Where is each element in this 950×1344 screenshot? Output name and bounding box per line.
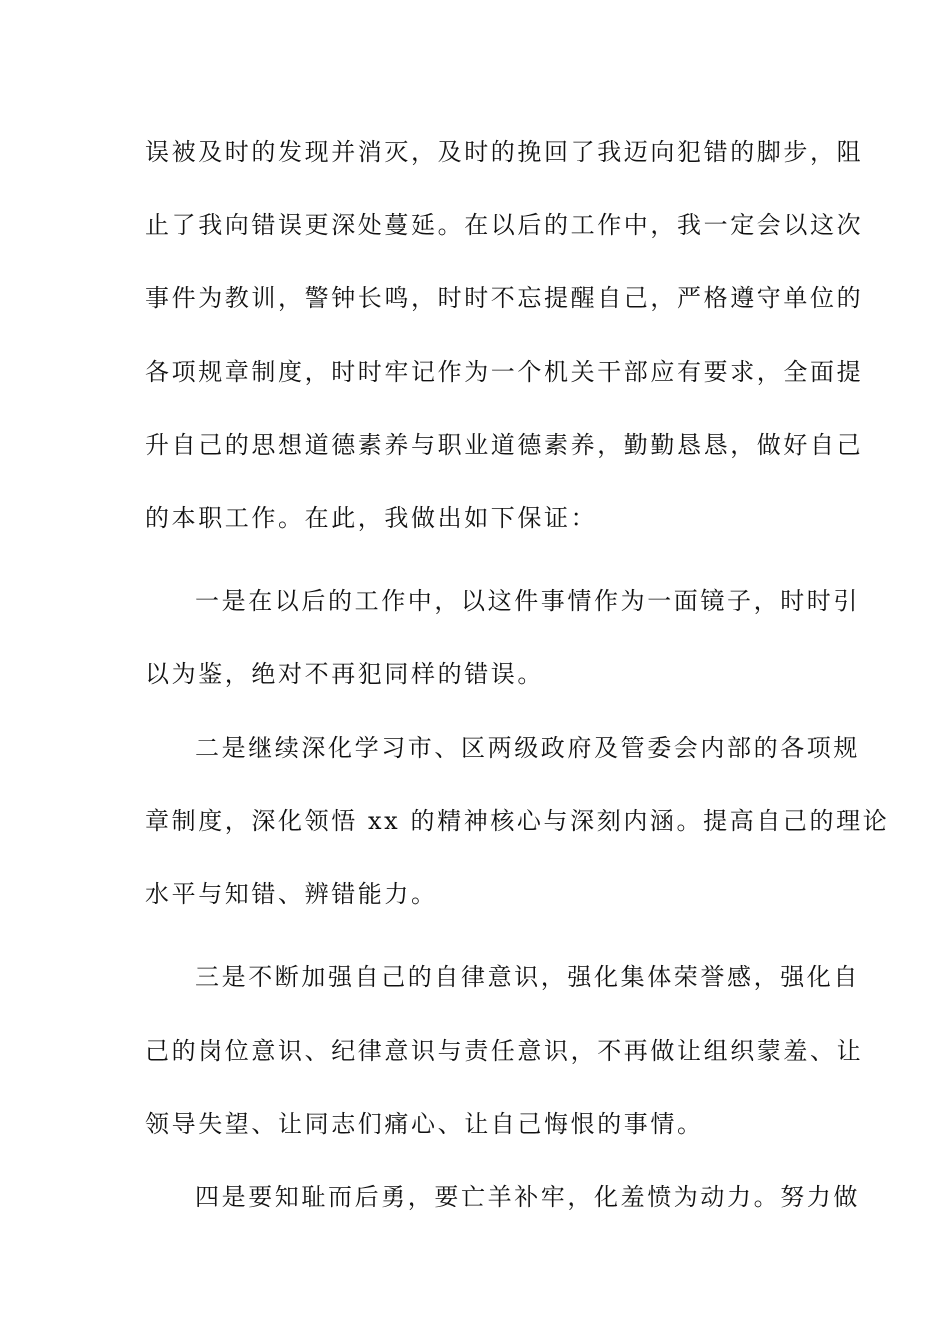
pledge-item-two-line: 二是继续深化学习市、区两级政府及管委会内部的各项规 [195,734,860,762]
body-text-line: 的本职工作。在此，我做出如下保证： [145,504,598,532]
pledge-item-one-line: 以为鉴，绝对不再犯同样的错误。 [145,660,544,688]
pledge-item-two-line: 水平与知错、辨错能力。 [145,880,438,908]
body-text-line: 各项规章制度，时时牢记作为一个机关干部应有要求，全面提 [145,358,864,386]
body-text-line: 止了我向错误更深处蔓延。在以后的工作中，我一定会以这次 [145,211,864,239]
body-text-line: 误被及时的发现并消灭，及时的挽回了我迈向犯错的脚步，阻 [145,138,864,166]
pledge-item-three-line: 三是不断加强自己的自律意识，强化集体荣誉感，强化自 [195,963,860,991]
body-text-line: 升自己的思想道德素养与职业道德素养，勤勤恳恳，做好自己 [145,431,864,459]
body-text-line: 事件为教训，警钟长鸣，时时不忘提醒自己，严格遵守单位的 [145,284,864,312]
pledge-item-four-line: 四是要知耻而后勇，要亡羊补牢，化羞愤为动力。努力做 [195,1183,860,1211]
pledge-item-one-line: 一是在以后的工作中，以这件事情作为一面镜子，时时引 [195,587,860,615]
pledge-item-three-line: 己的岗位意识、纪律意识与责任意识，不再做让组织蒙羞、让 [145,1037,864,1065]
pledge-item-three-line: 领导失望、让同志们痛心、让自己悔恨的事情。 [145,1110,704,1138]
pledge-item-two-line: 章制度，深化领悟 xx 的精神核心与深刻内涵。提高自己的理论 [145,807,890,835]
